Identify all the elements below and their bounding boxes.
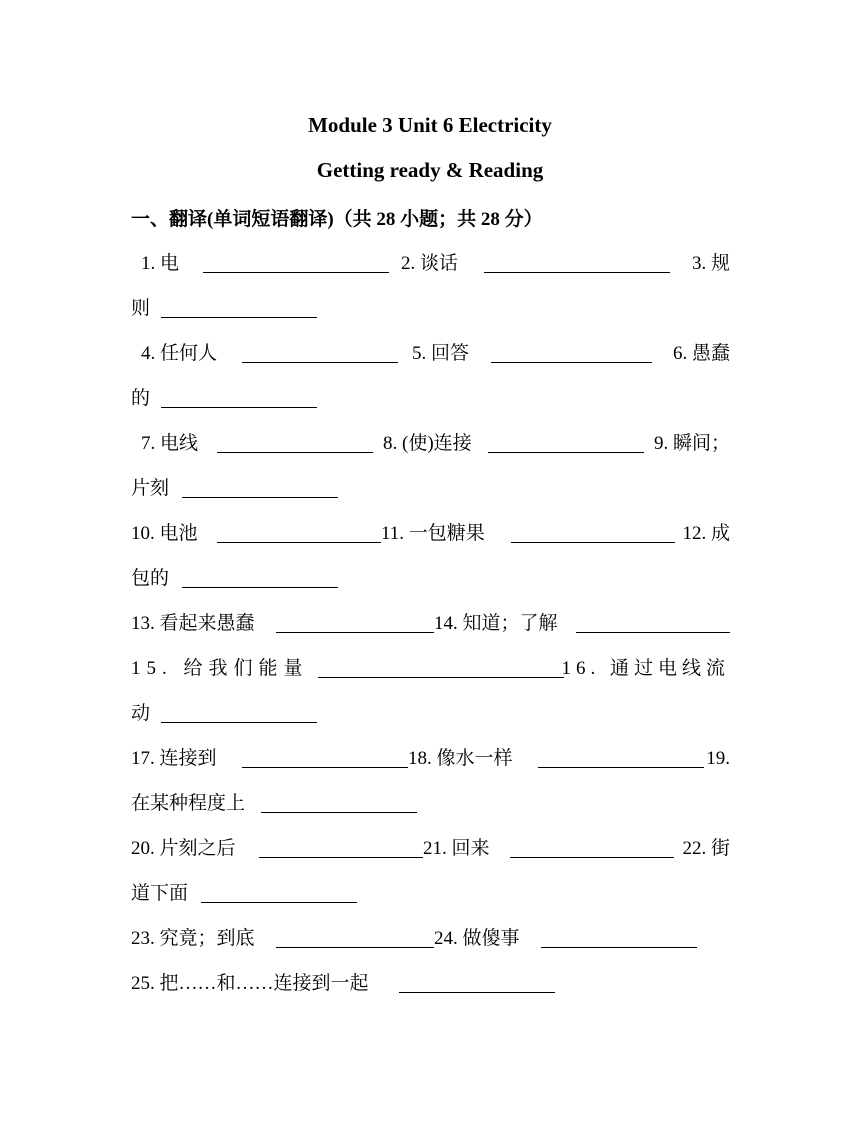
item-21-prompt: 21. 回来	[423, 838, 490, 859]
exercise-line	[131, 834, 730, 864]
exercise-line	[131, 519, 730, 549]
exercise-line	[131, 249, 730, 279]
exercise-line	[131, 744, 730, 774]
item-9-prompt-cont: 片刻	[131, 478, 170, 499]
item-23-prompt: 23. 究竟；到底	[131, 928, 255, 949]
page-subtitle: Getting ready & Reading	[316, 158, 544, 182]
answer-blank-25[interactable]	[399, 992, 555, 993]
item-19-prompt-cont: 在某种程度上	[131, 793, 246, 814]
answer-blank-17[interactable]	[242, 767, 408, 768]
exercise-line	[131, 429, 730, 459]
item-5-prompt: 5. 回答	[412, 343, 470, 364]
item-3-prompt-cont: 则	[131, 298, 151, 319]
answer-blank-22[interactable]	[201, 902, 357, 903]
item-16-prompt: 16. 通过电线流	[561, 658, 730, 679]
answer-blank-6[interactable]	[161, 407, 317, 408]
item-25-prompt: 25. 把……和……连接到一起	[131, 973, 369, 994]
answer-blank-18[interactable]	[538, 767, 704, 768]
item-17-prompt: 17. 连接到	[131, 748, 217, 769]
item-4-prompt: 4. 任何人	[141, 343, 218, 364]
answer-blank-20[interactable]	[259, 857, 423, 858]
item-22-prompt: 22. 街	[682, 838, 730, 859]
answer-blank-3[interactable]	[161, 317, 317, 318]
answer-blank-21[interactable]	[510, 857, 674, 858]
item-18-prompt: 18. 像水一样	[408, 748, 513, 769]
item-6-prompt-cont: 的	[131, 388, 151, 409]
page-title: Module 3 Unit 6 Electricity	[308, 113, 552, 137]
item-10-prompt: 10. 电池	[131, 523, 198, 544]
answer-blank-11[interactable]	[511, 542, 675, 543]
item-14-prompt: 14. 知道；了解	[434, 613, 558, 634]
item-2-prompt: 2. 谈话	[401, 253, 459, 274]
answer-blank-1[interactable]	[203, 272, 389, 273]
exercise-line	[131, 969, 730, 999]
answer-blank-4[interactable]	[242, 362, 398, 363]
item-1-prompt: 1. 电	[141, 253, 180, 274]
item-20-prompt: 20. 片刻之后	[131, 838, 236, 859]
answer-blank-9[interactable]	[182, 497, 338, 498]
answer-blank-12[interactable]	[182, 587, 338, 588]
exercise-line	[131, 924, 730, 954]
item-3-prompt: 3. 规	[691, 253, 730, 274]
answer-blank-13[interactable]	[276, 632, 434, 633]
answer-blank-2[interactable]	[484, 272, 670, 273]
item-16-prompt-cont: 动	[131, 703, 151, 724]
item-6-prompt: 6. 愚蠢	[672, 343, 730, 364]
item-9-prompt: 9. 瞬间；	[653, 433, 730, 454]
item-12-prompt: 12. 成	[682, 523, 730, 544]
exercise-line	[131, 339, 730, 369]
answer-blank-23[interactable]	[276, 947, 434, 948]
answer-blank-5[interactable]	[491, 362, 652, 363]
item-12-prompt-cont: 包的	[131, 568, 170, 589]
answer-blank-16[interactable]	[161, 722, 317, 723]
answer-blank-15[interactable]	[318, 677, 564, 678]
answer-blank-10[interactable]	[217, 542, 381, 543]
exercise-line	[131, 609, 730, 639]
item-15-prompt: 15. 给我们能量	[131, 658, 309, 679]
item-19-prompt: 19.	[706, 748, 730, 769]
item-22-prompt-cont: 道下面	[131, 883, 189, 904]
exercise-line	[131, 654, 730, 684]
item-8-prompt: 8. (使)连接	[383, 433, 472, 454]
answer-blank-7[interactable]	[217, 452, 373, 453]
section-heading: 一、翻译(单词短语翻译)（共 28 小题；共 28 分）	[131, 209, 543, 230]
answer-blank-8[interactable]	[488, 452, 644, 453]
answer-blank-24[interactable]	[541, 947, 697, 948]
item-11-prompt: 11. 一包糖果	[381, 523, 485, 544]
answer-blank-14[interactable]	[576, 632, 730, 633]
answer-blank-19[interactable]	[261, 812, 417, 813]
item-7-prompt: 7. 电线	[141, 433, 199, 454]
item-13-prompt: 13. 看起来愚蠢	[131, 613, 255, 634]
item-24-prompt: 24. 做傻事	[434, 928, 520, 949]
